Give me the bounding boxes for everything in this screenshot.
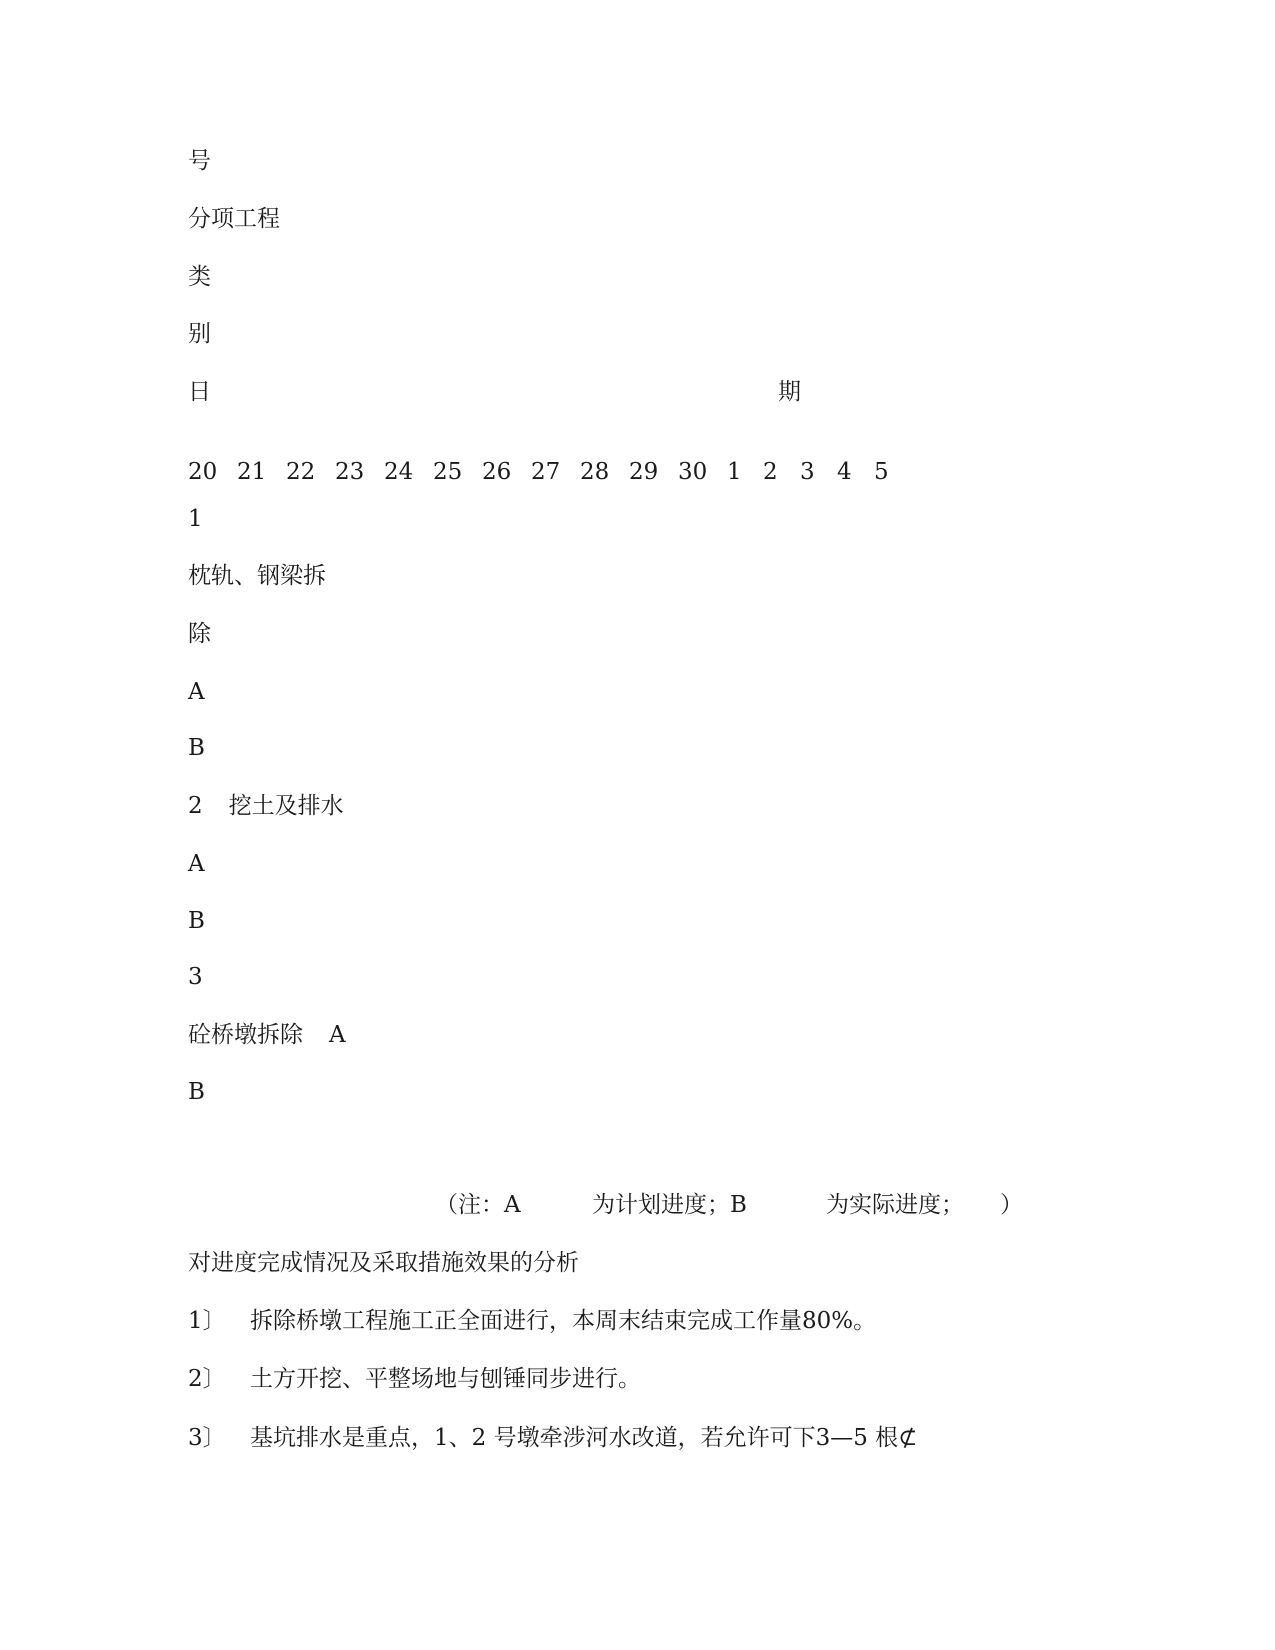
date-cell: 26 [482, 459, 512, 485]
date-cell: 23 [335, 459, 365, 485]
note-actual: 为实际进度； [826, 1192, 964, 1218]
row-3-no: 3 [188, 964, 203, 990]
date-cell: 30 [678, 459, 708, 485]
row-1-actual-label: B [188, 735, 205, 761]
date-cell: 25 [433, 459, 463, 485]
analysis-item-number: 3〕 [188, 1425, 226, 1451]
table-header-item: 分项工程 [188, 206, 280, 232]
analysis-item [188, 1306, 876, 1336]
date-cell: 27 [531, 459, 561, 485]
analysis-title: 对进度完成情况及采取措施效果的分析 [188, 1250, 579, 1276]
date-cell: 29 [629, 459, 659, 485]
row-3-actual-label: B [188, 1079, 205, 1105]
table-header-no: 号 [188, 148, 211, 174]
row-3-name: 砼桥墩拆除 [188, 1022, 303, 1048]
row-2 [188, 791, 344, 821]
row-1-name-line2: 除 [188, 621, 211, 647]
date-cell: 4 [837, 459, 852, 485]
note-plan: 为计划进度；B [592, 1192, 747, 1218]
row-3-plan-label: A [329, 1022, 346, 1048]
date-cell: 28 [580, 459, 610, 485]
row-1-name-line1: 枕轨、钢梁拆 [188, 563, 326, 589]
table-header-category-2: 别 [188, 321, 211, 347]
date-cell: 3 [800, 459, 815, 485]
analysis-item [188, 1364, 641, 1394]
row-2-name: 挖土及排水 [228, 793, 344, 819]
row-2-no: 2 [188, 793, 203, 819]
analysis-item-text: 拆除桥墩工程施工正全面进行，本周末结束完成工作量80%。 [250, 1308, 877, 1334]
date-cell: 22 [286, 459, 316, 485]
date-cell: 21 [237, 459, 267, 485]
row-3 [188, 1020, 346, 1050]
date-cell: 5 [874, 459, 889, 485]
row-2-actual-label: B [188, 908, 205, 934]
analysis-item [188, 1423, 917, 1453]
row-1-plan-label: A [188, 679, 205, 705]
analysis-item-text: 土方开挖、平整场地与刨锤同步进行。 [250, 1366, 641, 1392]
note-close: ） [1000, 1192, 1023, 1218]
row-1-no: 1 [188, 506, 203, 532]
table-header-category-1: 类 [188, 264, 211, 290]
table-header-date-right: 期 [778, 379, 801, 405]
analysis-item-text: 基坑排水是重点，1、2 号墩牵涉河水改道，若允许可下3—5 根⊄ [250, 1425, 918, 1451]
date-cell: 1 [727, 459, 742, 485]
note-open: （注：A [435, 1192, 521, 1218]
date-cell: 24 [384, 459, 414, 485]
row-2-plan-label: A [188, 851, 205, 877]
date-cell: 2 [763, 459, 778, 485]
date-cell: 20 [188, 459, 218, 485]
analysis-item-number: 2〕 [188, 1366, 226, 1392]
table-header-date-left: 日 [188, 379, 211, 405]
analysis-item-number: 1〕 [188, 1308, 226, 1334]
